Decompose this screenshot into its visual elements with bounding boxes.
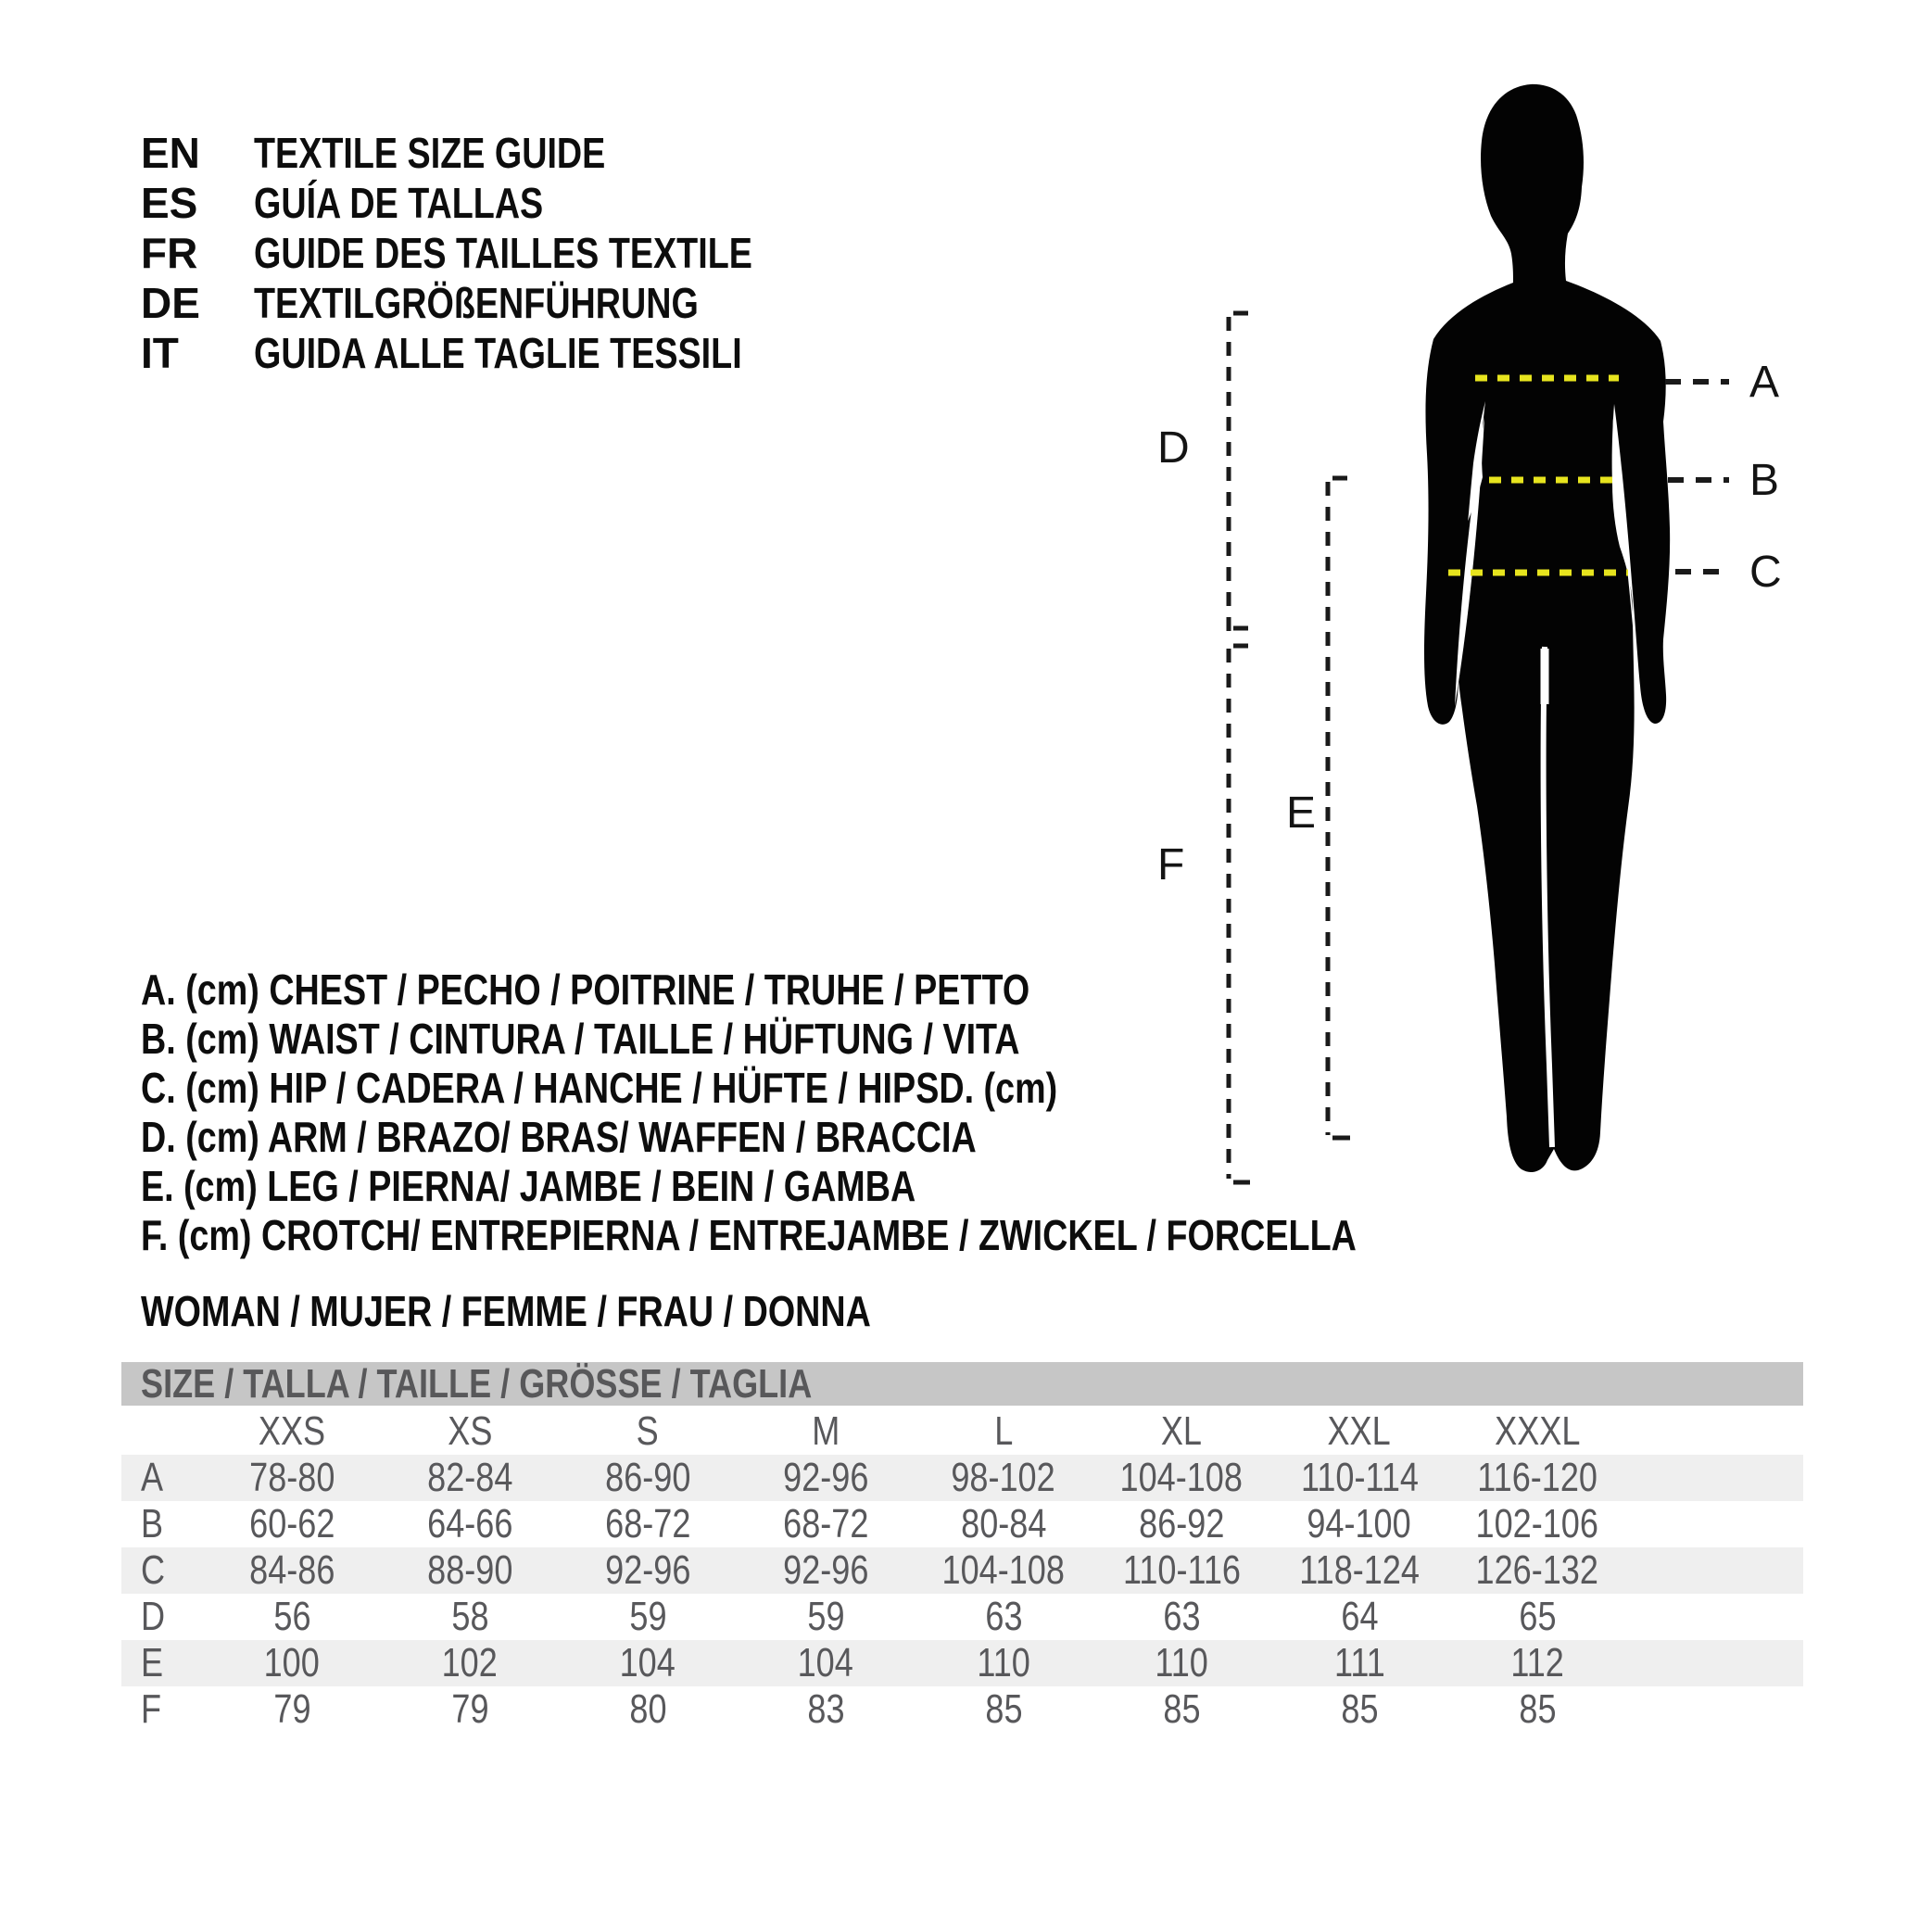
- cell-value: 92-96: [782, 1455, 869, 1500]
- size-table: [121, 1408, 1803, 1733]
- table-cell: [1270, 1640, 1448, 1686]
- empty-cell: [1626, 1686, 1803, 1733]
- cell-value: 94-100: [1307, 1501, 1412, 1546]
- size-column-header: [381, 1408, 559, 1455]
- table-cell: [737, 1501, 915, 1547]
- cell-value: 59: [806, 1594, 845, 1639]
- size-column-header: [203, 1408, 381, 1455]
- audience-heading-text: WOMAN / MUJER / FEMME / FRAU / DONNA: [141, 1287, 871, 1335]
- table-cell: [915, 1594, 1092, 1640]
- cell-value: 86-92: [1138, 1501, 1225, 1546]
- empty-cell: [1626, 1640, 1803, 1686]
- table-cell: [1270, 1594, 1448, 1640]
- language-code: FR: [141, 229, 198, 277]
- row-label-text: B: [141, 1501, 164, 1546]
- table-cell: [915, 1547, 1092, 1594]
- row-label-text: F: [141, 1686, 162, 1732]
- size-label: XL: [1160, 1408, 1203, 1454]
- legend-text: D. (cm) ARM / BRAZO/ BRAS/ WAFFEN / BRACCIA: [141, 1113, 977, 1161]
- cell-value: 110: [1155, 1640, 1208, 1685]
- legend-line-crotch: [141, 1211, 1623, 1260]
- cell-value: 104: [797, 1640, 854, 1685]
- legend-line-leg: [141, 1162, 1623, 1211]
- cell-value: 78-80: [248, 1455, 335, 1500]
- table-cell: [1092, 1547, 1270, 1594]
- cell-value: 86-90: [604, 1455, 691, 1500]
- cell-value: 83: [806, 1686, 845, 1732]
- row-label: [121, 1547, 203, 1594]
- cell-value: 85: [1518, 1686, 1557, 1732]
- table-cell: [1448, 1640, 1626, 1686]
- cell-value: 60-62: [248, 1501, 335, 1546]
- row-label-text: C: [141, 1547, 166, 1593]
- empty-cell: [121, 1408, 203, 1455]
- legend-line-arm: [141, 1113, 1623, 1162]
- language-row-it: [141, 328, 862, 378]
- language-row-en: [141, 128, 862, 178]
- table-cell: [381, 1455, 559, 1501]
- legend-line-hip: [141, 1064, 1623, 1113]
- language-title-block: [141, 128, 862, 378]
- table-cell: [1270, 1501, 1448, 1547]
- chest-label: A: [1749, 358, 1780, 407]
- leg-label: E: [1286, 789, 1317, 838]
- size-label: XS: [447, 1408, 493, 1454]
- table-cell: [1270, 1686, 1448, 1733]
- table-cell: [915, 1455, 1092, 1501]
- crotch-label: F: [1157, 840, 1185, 890]
- legend-text: A. (cm) CHEST / PECHO / POITRINE / TRUHE / PETTO: [141, 966, 1030, 1014]
- table-row-leg: [121, 1640, 1803, 1686]
- cell-value: 100: [263, 1640, 321, 1685]
- guide-title: GUÍA DE TALLAS: [254, 179, 544, 227]
- cell-value: 59: [628, 1594, 667, 1639]
- table-cell: [559, 1547, 737, 1594]
- legend-text: B. (cm) WAIST / CINTURA / TAILLE / HÜFTUNG / VITA: [141, 1015, 1020, 1063]
- table-cell: [1092, 1594, 1270, 1640]
- arm-label: D: [1157, 423, 1190, 473]
- legend-line-waist: [141, 1015, 1623, 1064]
- cell-value: 88-90: [426, 1547, 513, 1593]
- empty-cell: [1626, 1455, 1803, 1501]
- cell-value: 111: [1333, 1640, 1385, 1685]
- size-columns-row: [121, 1408, 1803, 1455]
- cell-value: 116-120: [1477, 1455, 1597, 1500]
- cell-value: 104-108: [941, 1547, 1066, 1593]
- row-label-text: D: [141, 1594, 166, 1639]
- cell-value: 98-102: [951, 1455, 1056, 1500]
- table-cell: [203, 1547, 381, 1594]
- row-label: [121, 1594, 203, 1640]
- table-cell: [915, 1501, 1092, 1547]
- size-label: S: [636, 1408, 660, 1454]
- table-cell: [203, 1501, 381, 1547]
- hip-label: C: [1749, 548, 1782, 597]
- size-label: M: [811, 1408, 840, 1454]
- cell-value: 126-132: [1475, 1547, 1599, 1593]
- language-row-fr: [141, 228, 862, 278]
- size-column-header: [1092, 1408, 1270, 1455]
- table-cell: [381, 1594, 559, 1640]
- cell-value: 63: [984, 1594, 1023, 1639]
- table-cell: [1448, 1455, 1626, 1501]
- size-table-header-text: SIZE / TALLA / TAILLE / GRÖSSE / TAGLIA: [141, 1361, 813, 1407]
- size-label: XXXL: [1494, 1408, 1581, 1454]
- cell-value: 85: [1340, 1686, 1379, 1732]
- table-cell: [559, 1640, 737, 1686]
- table-cell: [1092, 1640, 1270, 1686]
- table-cell: [1448, 1686, 1626, 1733]
- table-row-crotch: [121, 1686, 1803, 1733]
- table-cell: [737, 1547, 915, 1594]
- size-column-header: [1270, 1408, 1448, 1455]
- cell-value: 79: [450, 1686, 489, 1732]
- table-cell: [1270, 1547, 1448, 1594]
- row-label-text: A: [141, 1455, 164, 1500]
- cell-value: 64: [1340, 1594, 1379, 1639]
- table-row-hip: [121, 1547, 1803, 1594]
- row-label: [121, 1686, 203, 1733]
- table-cell: [1092, 1455, 1270, 1501]
- empty-cell: [1626, 1594, 1803, 1640]
- table-cell: [915, 1686, 1092, 1733]
- cell-value: 80: [628, 1686, 667, 1732]
- table-cell: [1270, 1455, 1448, 1501]
- cell-value: 80-84: [960, 1501, 1047, 1546]
- cell-value: 110-116: [1122, 1547, 1241, 1593]
- size-label: L: [993, 1408, 1014, 1454]
- cell-value: 102: [441, 1640, 499, 1685]
- cell-value: 85: [1162, 1686, 1201, 1732]
- row-label: [121, 1455, 203, 1501]
- table-cell: [381, 1547, 559, 1594]
- language-code: ES: [141, 179, 198, 227]
- table-cell: [381, 1686, 559, 1733]
- table-cell: [203, 1686, 381, 1733]
- cell-value: 65: [1518, 1594, 1557, 1639]
- empty-cell: [1626, 1501, 1803, 1547]
- cell-value: 68-72: [782, 1501, 869, 1546]
- language-row-de: [141, 278, 862, 328]
- table-cell: [1092, 1501, 1270, 1547]
- cell-value: 84-86: [248, 1547, 335, 1593]
- legend-text: F. (cm) CROTCH/ ENTREPIERNA / ENTREJAMBE / ZWICKEL / FORCELLA: [141, 1211, 1357, 1259]
- table-cell: [559, 1686, 737, 1733]
- table-cell: [737, 1686, 915, 1733]
- table-cell: [559, 1455, 737, 1501]
- guide-title: GUIDE DES TAILLES TEXTILE: [254, 229, 752, 277]
- size-column-header: [915, 1408, 1092, 1455]
- guide-title: TEXTILE SIZE GUIDE: [254, 129, 606, 177]
- table-row-arm: [121, 1594, 1803, 1640]
- size-column-header: [559, 1408, 737, 1455]
- size-label: XXS: [258, 1408, 326, 1454]
- cell-value: 110-114: [1300, 1455, 1419, 1500]
- legend-line-chest: [141, 966, 1623, 1015]
- row-label-text: E: [141, 1640, 164, 1685]
- table-cell: [203, 1640, 381, 1686]
- table-row-waist: [121, 1501, 1803, 1547]
- cell-value: 102-106: [1475, 1501, 1599, 1546]
- cell-value: 85: [984, 1686, 1023, 1732]
- row-label: [121, 1501, 203, 1547]
- table-cell: [203, 1594, 381, 1640]
- language-code: IT: [141, 329, 179, 377]
- row-label: [121, 1640, 203, 1686]
- table-cell: [559, 1594, 737, 1640]
- cell-value: 79: [272, 1686, 311, 1732]
- cell-value: 82-84: [426, 1455, 513, 1500]
- legend-text: C. (cm) HIP / CADERA / HANCHE / HÜFTE / HIPSD. (cm): [141, 1064, 1058, 1112]
- table-cell: [737, 1640, 915, 1686]
- table-cell: [203, 1455, 381, 1501]
- language-code: DE: [141, 279, 200, 327]
- table-cell: [1448, 1594, 1626, 1640]
- cell-value: 104-108: [1119, 1455, 1244, 1500]
- table-cell: [381, 1640, 559, 1686]
- cell-value: 92-96: [604, 1547, 691, 1593]
- empty-cell: [1626, 1547, 1803, 1594]
- cell-value: 64-66: [426, 1501, 513, 1546]
- table-cell: [737, 1594, 915, 1640]
- cell-value: 112: [1510, 1640, 1564, 1685]
- legend-text: E. (cm) LEG / PIERNA/ JAMBE / BEIN / GAMBA: [141, 1162, 916, 1210]
- table-cell: [559, 1501, 737, 1547]
- audience-heading: [141, 1286, 1031, 1336]
- cell-value: 104: [619, 1640, 676, 1685]
- table-cell: [915, 1640, 1092, 1686]
- size-column-header: [737, 1408, 915, 1455]
- size-table-header-bar: [121, 1362, 1803, 1406]
- measurement-legend: [141, 966, 1623, 1260]
- guide-title: TEXTILGRÖßENFÜHRUNG: [254, 279, 699, 327]
- table-cell: [737, 1455, 915, 1501]
- cell-value: 68-72: [604, 1501, 691, 1546]
- table-row-chest: [121, 1455, 1803, 1501]
- language-code: EN: [141, 129, 200, 177]
- language-row-es: [141, 178, 862, 228]
- cell-value: 118-124: [1299, 1547, 1420, 1593]
- cell-value: 63: [1162, 1594, 1201, 1639]
- cell-value: 58: [450, 1594, 489, 1639]
- size-column-header: [1448, 1408, 1626, 1455]
- guide-title: GUIDA ALLE TAGLIE TESSILI: [254, 329, 742, 377]
- table-cell: [1448, 1547, 1626, 1594]
- cell-value: 110: [977, 1640, 1030, 1685]
- cell-value: 92-96: [782, 1547, 869, 1593]
- empty-cell: [1626, 1408, 1803, 1455]
- cell-value: 56: [272, 1594, 311, 1639]
- waist-label: B: [1749, 456, 1780, 505]
- size-label: XXL: [1327, 1408, 1392, 1454]
- table-cell: [381, 1501, 559, 1547]
- table-cell: [1092, 1686, 1270, 1733]
- table-cell: [1448, 1501, 1626, 1547]
